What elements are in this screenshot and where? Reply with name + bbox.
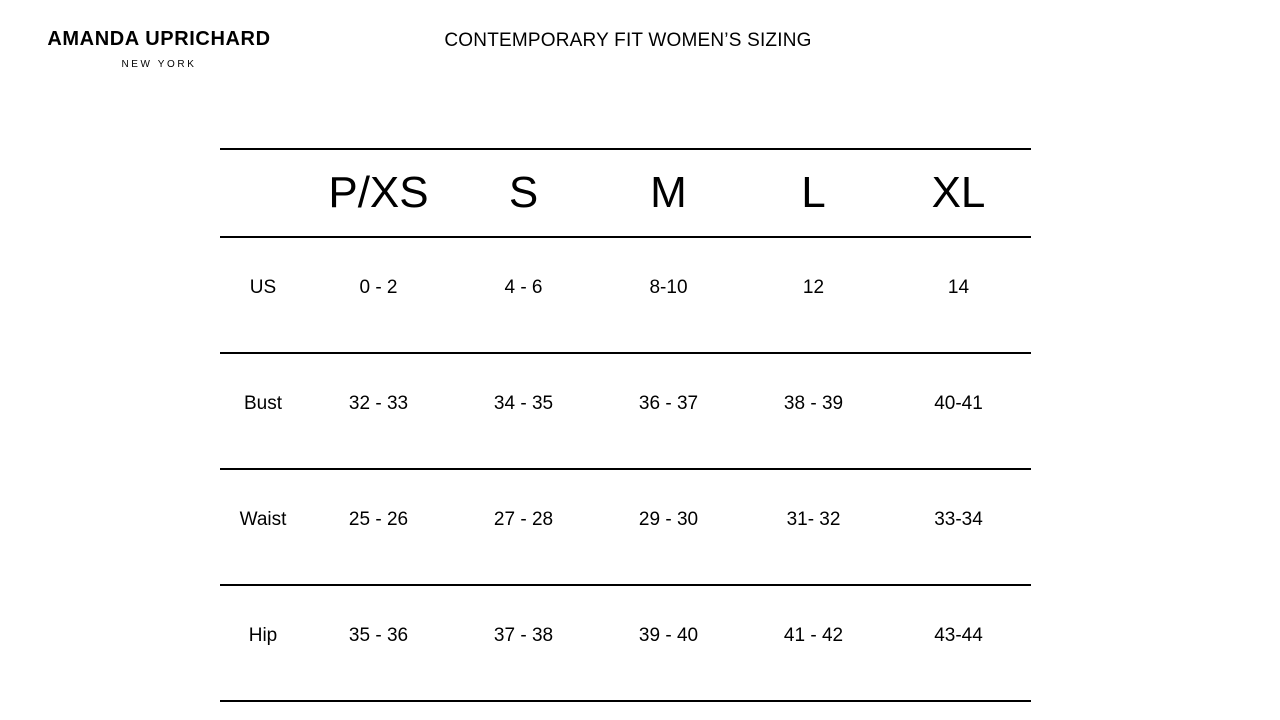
cell-waist-l: 31- 32 — [786, 509, 841, 530]
column-header-m: M — [650, 168, 687, 217]
brand-location: NEW YORK — [121, 59, 197, 70]
cell-hip-pxs: 35 - 36 — [348, 625, 409, 646]
row-label-us: US — [249, 277, 277, 298]
row-label-waist: Waist — [239, 509, 287, 530]
cell-bust-l: 38 - 39 — [783, 393, 844, 414]
cell-bust-pxs: 32 - 33 — [348, 393, 409, 414]
cell-us-m: 8-10 — [649, 277, 688, 298]
table-header-row — [220, 149, 1031, 237]
size-chart — [220, 148, 1031, 702]
table-row — [220, 237, 1031, 353]
cell-us-s: 4 - 6 — [504, 277, 543, 298]
cell-waist-xl: 33-34 — [934, 509, 983, 530]
column-header-pxs: P/XS — [328, 168, 429, 217]
row-label-hip: Hip — [248, 625, 278, 646]
cell-hip-s: 37 - 38 — [493, 625, 554, 646]
cell-hip-l: 41 - 42 — [783, 625, 844, 646]
brand-name: AMANDA UPRICHARD — [47, 28, 271, 50]
cell-waist-pxs: 25 - 26 — [348, 509, 409, 530]
cell-us-pxs: 0 - 2 — [359, 277, 398, 298]
table-row — [220, 469, 1031, 585]
row-label-bust: Bust — [243, 393, 283, 414]
table-row — [220, 353, 1031, 469]
cell-waist-m: 29 - 30 — [638, 509, 699, 530]
cell-hip-m: 39 - 40 — [638, 625, 699, 646]
column-header-blank — [220, 149, 306, 237]
table-row — [220, 585, 1031, 701]
cell-waist-s: 27 - 28 — [493, 509, 554, 530]
column-header-s: S — [508, 168, 539, 217]
page-title: CONTEMPORARY FIT WOMEN’S SIZING — [444, 30, 812, 51]
cell-us-l: 12 — [802, 277, 825, 298]
cell-bust-m: 36 - 37 — [638, 393, 699, 414]
column-header-l: L — [801, 168, 826, 217]
column-header-xl: XL — [931, 168, 986, 217]
size-table — [220, 148, 1031, 702]
cell-bust-s: 34 - 35 — [493, 393, 554, 414]
cell-hip-xl: 43-44 — [934, 625, 983, 646]
cell-us-xl: 14 — [947, 277, 970, 298]
cell-bust-xl: 40-41 — [934, 393, 983, 414]
